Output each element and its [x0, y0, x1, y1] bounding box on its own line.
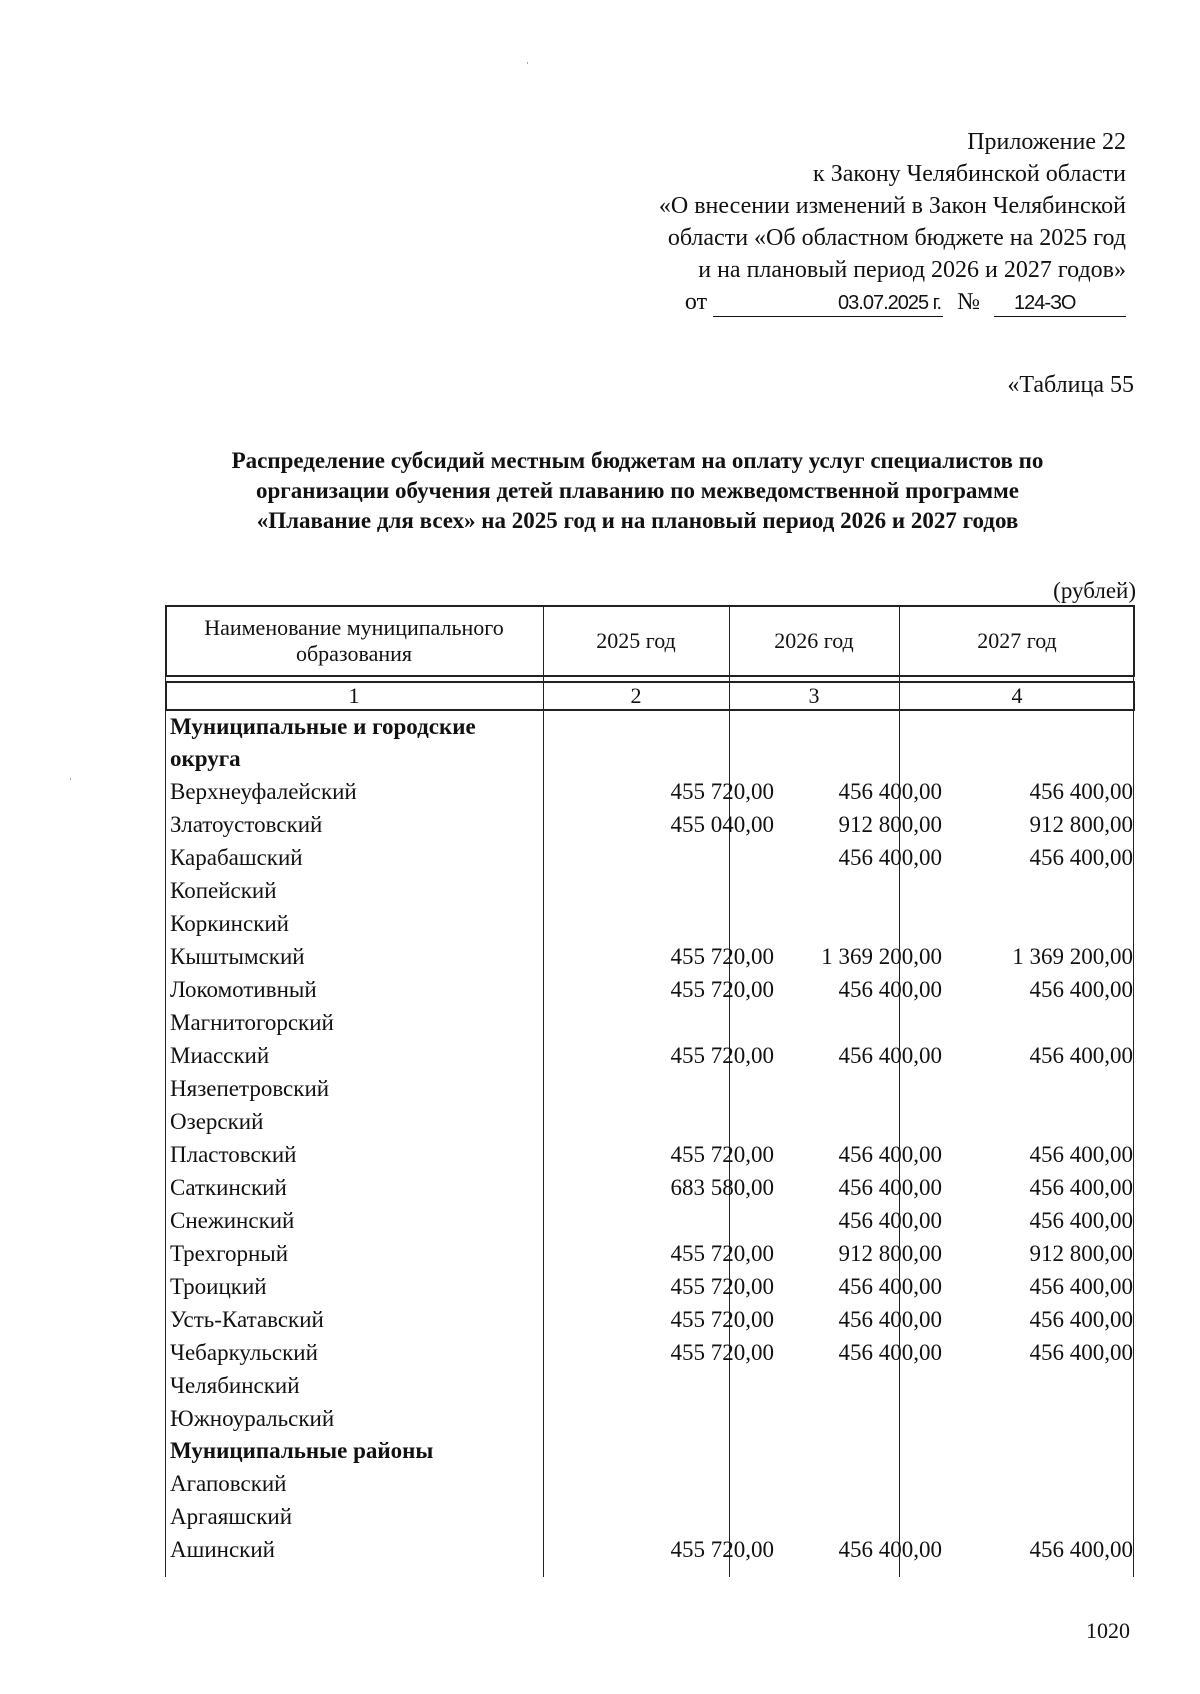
table-row — [165, 1039, 1135, 1072]
table-row — [165, 841, 1135, 874]
appendix-line: области «Об областном бюджете на 2025 год — [667, 225, 1126, 251]
page-number: 1020 — [1086, 1618, 1130, 1643]
table-row — [165, 973, 1135, 1006]
appendix-line: и на плановый период 2026 и 2027 годов» — [698, 257, 1126, 283]
municipality-name: Магнитогорский — [170, 1010, 334, 1035]
table-row — [165, 1500, 1135, 1533]
municipality-name: Южноуральский — [170, 1406, 335, 1431]
amount-2026: 912 800,00 — [838, 1241, 942, 1266]
municipality-name: Пластовский — [170, 1142, 297, 1167]
amount-2026: 456 400,00 — [838, 1307, 942, 1332]
municipality-name: Муниципальные и городские — [170, 714, 476, 739]
amount-2026: 456 400,00 — [838, 1340, 942, 1365]
amount-2025: 455 040,00 — [670, 812, 774, 837]
law-date: 03.07.2025 г. — [713, 290, 943, 317]
appendix-line: Приложение 22 — [967, 129, 1126, 155]
subsidy-table — [165, 605, 1135, 1577]
table-group-row — [165, 711, 1135, 743]
amount-2027: 456 400,00 — [1029, 1274, 1133, 1299]
table-row — [165, 1303, 1135, 1336]
amount-2027: 912 800,00 — [1029, 1241, 1133, 1266]
amount-2026: 456 400,00 — [838, 1208, 942, 1233]
municipality-name: Локомотивный — [170, 977, 317, 1002]
amount-2027: 456 400,00 — [1029, 1208, 1133, 1233]
table-row — [165, 1105, 1135, 1138]
table-row — [165, 907, 1135, 940]
number-label: № — [957, 289, 980, 315]
municipality-name: Озерский — [170, 1109, 264, 1134]
amount-2027: 456 400,00 — [1029, 1175, 1133, 1200]
units-label: (рублей) — [1053, 578, 1136, 603]
from-label: от — [684, 289, 708, 315]
amount-2025: 683 580,00 — [670, 1175, 774, 1200]
amount-2025: 455 720,00 — [670, 944, 774, 969]
municipality-name: округа — [170, 746, 241, 771]
municipality-name: Коркинский — [170, 911, 289, 936]
amount-2025: 455 720,00 — [670, 1274, 774, 1299]
table-group-row — [165, 743, 1135, 775]
table-label: «Таблица 55 — [1007, 372, 1134, 398]
amount-2026: 456 400,00 — [838, 1274, 942, 1299]
amount-2026: 456 400,00 — [838, 779, 942, 804]
column-number: 3 — [808, 683, 820, 708]
amount-2025: 455 720,00 — [670, 1307, 774, 1332]
amount-2027: 456 400,00 — [1029, 1142, 1133, 1167]
law-date-number-line — [426, 286, 1126, 318]
appendix-line: к Закону Челябинской области — [813, 161, 1126, 187]
table-row — [165, 1171, 1135, 1204]
column-header-2026: 2026 год — [774, 628, 854, 653]
title-line: организации обучения детей плаванию по межведомственной программе — [256, 478, 1019, 503]
table-group-row — [165, 1435, 1135, 1467]
table-row — [165, 1402, 1135, 1435]
municipality-name: Ашинский — [170, 1537, 275, 1562]
amount-2026: 456 400,00 — [838, 1043, 942, 1068]
table-row — [165, 1467, 1135, 1500]
table-row — [165, 874, 1135, 907]
amount-2027: 456 400,00 — [1029, 1340, 1133, 1365]
column-number: 2 — [630, 683, 642, 708]
municipality-name: Копейский — [170, 878, 277, 903]
amount-2027: 456 400,00 — [1029, 1307, 1133, 1332]
appendix-header — [426, 126, 1126, 318]
amount-2025: 455 720,00 — [670, 1340, 774, 1365]
municipality-name: Чебаркульский — [170, 1340, 318, 1365]
title-line: «Плавание для всех» на 2025 год и на плановый период 2026 и 2027 годов — [256, 508, 1019, 533]
municipality-name: Трехгорный — [170, 1241, 289, 1266]
scan-speck — [527, 62, 528, 64]
title-line: Распределение субсидий местным бюджетам на оплату услуг специалистов по — [231, 448, 1044, 473]
table-row — [165, 1006, 1135, 1039]
table-row — [165, 940, 1135, 973]
municipality-name: Аргаяшский — [170, 1504, 293, 1529]
municipality-name: Муниципальные районы — [170, 1438, 434, 1463]
amount-2027: 912 800,00 — [1029, 812, 1133, 837]
column-number: 4 — [1011, 683, 1023, 708]
amount-2027: 456 400,00 — [1029, 1043, 1133, 1068]
table-row — [165, 1237, 1135, 1270]
municipality-name: Саткинский — [170, 1175, 287, 1200]
column-number: 1 — [348, 683, 360, 708]
document-title — [150, 446, 1125, 536]
amount-2026: 1 369 200,00 — [821, 944, 942, 969]
municipality-name: Златоустовский — [170, 812, 323, 837]
table-row — [165, 1336, 1135, 1369]
amount-2026: 456 400,00 — [838, 1175, 942, 1200]
municipality-name: Усть-Катавский — [170, 1307, 324, 1332]
column-header-name: Наименование муниципального образования — [204, 615, 504, 666]
amount-2025: 455 720,00 — [670, 1043, 774, 1068]
table-row — [165, 775, 1135, 808]
table-row — [165, 1369, 1135, 1402]
table-row — [165, 1138, 1135, 1171]
municipality-name: Кыштымский — [170, 944, 305, 969]
scan-speck — [70, 778, 71, 780]
amount-2025: 455 720,00 — [670, 1537, 774, 1562]
amount-2026: 912 800,00 — [838, 812, 942, 837]
municipality-name: Снежинский — [170, 1208, 295, 1233]
municipality-name: Карабашский — [170, 845, 303, 870]
column-header-2027: 2027 год — [977, 628, 1057, 653]
table-row — [165, 1072, 1135, 1105]
amount-2026: 456 400,00 — [838, 845, 942, 870]
amount-2025: 455 720,00 — [670, 1241, 774, 1266]
amount-2027: 1 369 200,00 — [1012, 944, 1133, 969]
law-number: 124-ЗО — [994, 290, 1126, 317]
municipality-name: Агаповский — [170, 1471, 287, 1496]
amount-2027: 456 400,00 — [1029, 977, 1133, 1002]
municipality-name: Верхнеуфалейский — [170, 779, 357, 804]
amount-2025: 455 720,00 — [670, 1142, 774, 1167]
amount-2026: 456 400,00 — [838, 1142, 942, 1167]
amount-2027: 456 400,00 — [1029, 779, 1133, 804]
municipality-name: Нязепетровский — [170, 1076, 330, 1101]
amount-2026: 456 400,00 — [838, 1537, 942, 1562]
amount-2025: 455 720,00 — [670, 779, 774, 804]
column-header-2025: 2025 год — [596, 628, 676, 653]
amount-2027: 456 400,00 — [1029, 845, 1133, 870]
table-row — [165, 1204, 1135, 1237]
amount-2027: 456 400,00 — [1029, 1537, 1133, 1562]
municipality-name: Троицкий — [170, 1274, 267, 1299]
amount-2026: 456 400,00 — [838, 977, 942, 1002]
table-row — [165, 1533, 1135, 1566]
amount-2025: 455 720,00 — [670, 977, 774, 1002]
table-row — [165, 1270, 1135, 1303]
table-row — [165, 808, 1135, 841]
appendix-line: «О внесении изменений в Закон Челябинской — [658, 193, 1126, 219]
table-body — [165, 711, 1135, 1566]
municipality-name: Челябинский — [170, 1373, 300, 1398]
municipality-name: Миасский — [170, 1043, 270, 1068]
